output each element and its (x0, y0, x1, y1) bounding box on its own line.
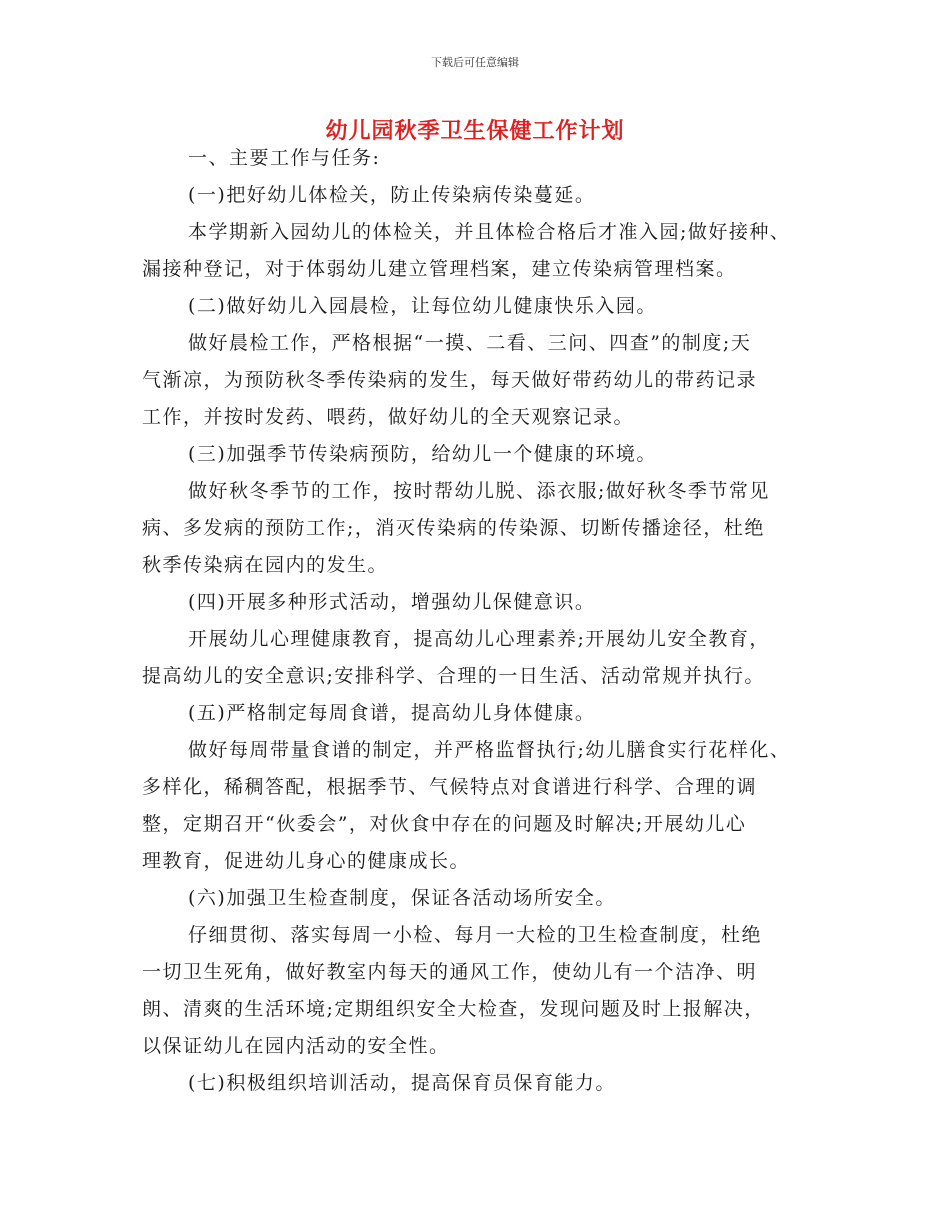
text-line: 气渐凉，为预防秋冬季传染病的发生，每天做好带药幼儿的带药记录 (142, 369, 758, 391)
text-line: (四)开展多种形式活动，增强幼儿保健意识。 (188, 591, 596, 613)
text-line: 漏接种登记，对于体弱幼儿建立管理档案，建立传染病管理档案。 (142, 258, 737, 280)
document-title: 幼儿园秋季卫生保健工作计划 (325, 118, 625, 144)
text-line: (五)严格制定每周食谱，提高幼儿身体健康。 (188, 702, 596, 724)
text-line: (七)积极组织培训活动，提高保育员保育能力。 (188, 1072, 616, 1094)
text-line: 开展幼儿心理健康教育，提高幼儿心理素养;开展幼儿安全教育， (188, 628, 770, 650)
text-line: 一切卫生死角，做好教室内每天的通风工作，使幼儿有一个洁净、明 (142, 961, 758, 983)
document-body (142, 140, 822, 1102)
text-line: 多样化，稀稠答配，根据季节、气候特点对食谱进行科学、合理的调 (142, 776, 758, 798)
text-line: 仔细贯彻、落实每周一小检、每月一大检的卫生检查制度，杜绝 (188, 924, 763, 946)
text-line: (一)把好幼儿体检关，防止传染病传染蔓延。 (188, 184, 596, 206)
text-line: (二)做好幼儿入园晨检，让每位幼儿健康快乐入园。 (188, 295, 657, 317)
text-line: 提高幼儿的安全意识;安排科学、合理的一日生活、活动常规并执行。 (142, 665, 765, 687)
text-line: 理教育，促进幼儿身心的健康成长。 (142, 850, 471, 872)
text-line: 病、多发病的预防工作;，消灭传染病的传染源、切断传播途径，杜绝 (142, 517, 765, 539)
header-note: 下载后可任意编辑 (431, 56, 519, 69)
text-line: 朗、清爽的生活环境;定期组织安全大检查，发现问题及时上报解决， (142, 998, 765, 1020)
text-line: 秋季传染病在园内的发生。 (142, 554, 389, 576)
text-line: 做好晨检工作，严格根据“一摸、二看、三问、四查”的制度;天 (188, 332, 752, 354)
text-line: 做好每周带量食谱的制定，并严格监督执行;幼儿膳食实行花样化、 (188, 739, 791, 761)
text-line: (六)加强卫生检查制度，保证各活动场所安全。 (188, 887, 616, 909)
text-line: 本学期新入园幼儿的体检关，并且体检合格后才准入园;做好接种、 (188, 221, 791, 243)
text-line: 做好秋冬季节的工作，按时帮幼儿脱、添衣服;做好秋冬季节常见 (188, 480, 770, 502)
text-line: 一、主要工作与任务: (188, 147, 381, 169)
text-line: 整，定期召开“伙委会”，对伙食中存在的问题及时解决;开展幼儿心 (142, 813, 747, 835)
text-line: (三)加强季节传染病预防，给幼儿一个健康的环境。 (188, 443, 657, 465)
text-line: 工作，并按时发药、喂药，做好幼儿的全天观察记录。 (142, 406, 635, 428)
text-line: 以保证幼儿在园内活动的安全性。 (142, 1035, 450, 1057)
